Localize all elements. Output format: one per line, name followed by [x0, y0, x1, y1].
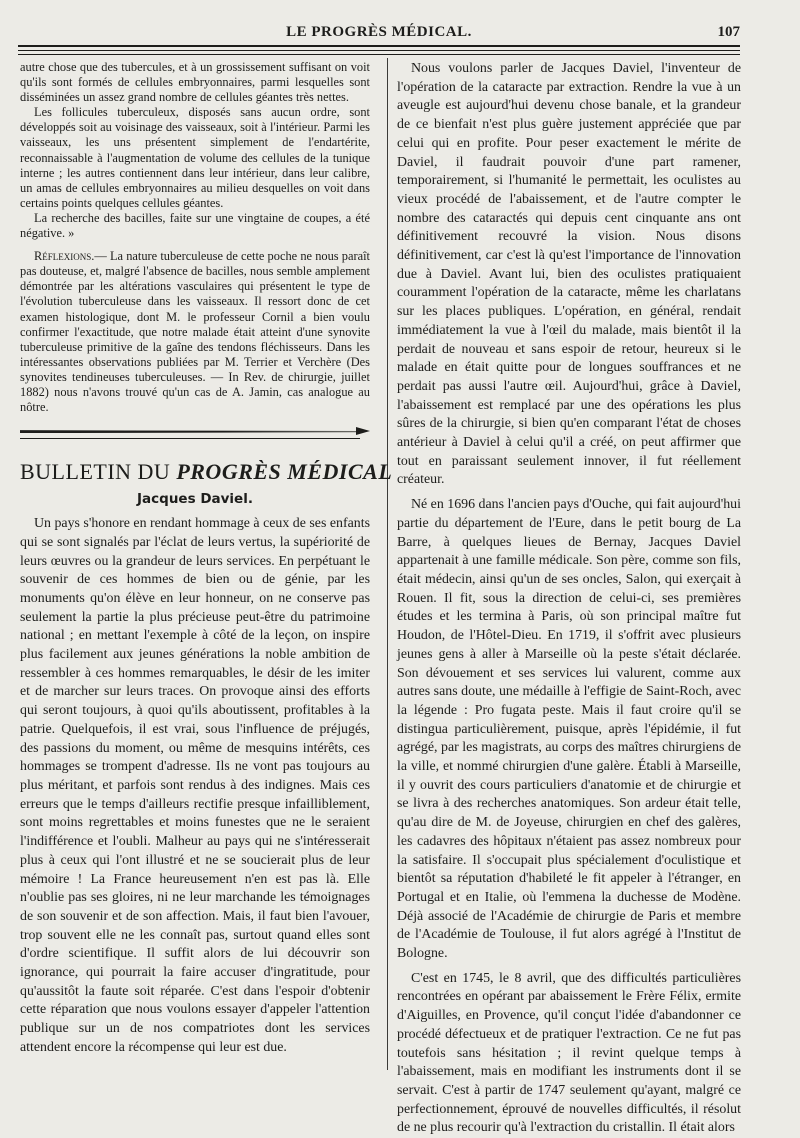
right-column: [397, 60, 741, 1138]
column-divider: [387, 58, 388, 1070]
journal-title: LE PROGRÈS MÉDICAL.: [286, 24, 472, 40]
reflexions-label: Réflexions.: [34, 249, 95, 264]
article-paragraph: Nous voulons parler de Jacques Daviel, l'inventeur de l'opération de la cataracte par extraction. Rendre la vue à un aveugle est aujourd'hui devenu chose banale, et la grandeur de ce bienfait n'est plus guère justement appréciée que par celui qui en profite. Pour peser exactement le mérite de Daviel, il faudrait pouvoir d'une part ramener, temporairement, si l'humanité le permettait, les oculistes au vieux procédé de l'abaissement, et de l'autre compter le nombre des cataractés qui depuis cent cinquante ans ont définitivement recouvré la vision. Nous disons définitivement, car c'est là qu'est l'importance de l'innovation due à Daviel. Avant lui, bien des oculistes pratiquaient couramment l'opération de la cataracte, même les charlatans sur les places publiques. L'opération, en général, rendait immédiatement la vue à l'œil du malade, mais bientôt il la perdait de nouveau et sans espoir de retour, heureux si le malade en était quitte pour de longues souffrances et ne perdait pas aussi l'autre œil. Aujourd'hui, grâce à Daviel, l'abaissement est remplacé par une des opérations les plus sûres de la chirurgie, si bien qu'en comparant l'état de choses antérieur à Daviel à celui qu'il a créé, on peut affirmer que tout en paraissant seulement innover, il fut réellement créateur.: [397, 61, 741, 488]
bulletin-emphasis: PROGRÈS MÉDICAL: [176, 459, 393, 485]
article-paragraph: Un pays s'honore en rendant hommage à ceux de ses enfants qui se sont signalés par l'éclat de leurs vertus, la supériorité de leurs œuvres ou la grandeur de leurs services. En perpétuant le souvenir de ces hommes de bien ou de génie, par les monuments qu'on élève en leur honneur, on ne conserve pas seulement la partie la plus précieuse peut-être du patrimoine national ; en mettant l'exemple à côté de la leçon, on inspire plus facilement aux jeunes générations la noble ambition de ressembler à ces hommes remarquables, le désir de les imiter et de marcher sur leurs traces. On provoque ainsi des efforts qui seront toujours, à quoi qu'ils aboutissent, profitables à la patrie. Quelquefois, il est vrai, sous l'influence de préjugés, des passions du moment, ou même de mesquins intérêts, ces hommages se trompent d'adresse. Ils ne vont pas toujours au plus méritant, et parfois sont rendus à des indignes. Mais ces erreurs que le temps d'ailleurs rectifie presque infailliblement, sont moins regrettables et moins funestes que ne le seraient l'indifférence et l'oubli. Malheur au pays qui ne s'intéresserait plus à ceux qui l'ont illustré et ne se soucierait plus de leur mémoire ! La France heureusement n'en est pas là. Elle n'oublie pas ses gloires, ni ne leur marchande les témoignages de son souvenir et de son affection. Mais, il faut bien l'avouer, trop souvent elle ne les connaît pas, surtout quand elles sont d'ordre scientifique. Il suffit alors de lui découvrir son ignorance, qui pourrait la faire accuser d'ingratitude, pour qu'aussitôt la faute soit réparée. C'est dans l'espoir d'obtenir cette réparation que nous voulons essayer d'appeler l'attention publique sur un de nos compatriotes dont les services attendent encore la récompense qui leur est due.: [20, 516, 370, 1055]
reflexions-paragraph: [20, 249, 370, 415]
page-header: [18, 22, 740, 44]
reflexions-text: — La nature tuberculeuse de cette poche ne nous paraît pas douteuse, et, malgré l'absence de bacilles, nous semble amplement démontrée par les altérations vasculaires qui présentent le type de l'évolution tuberculeuse dans les vaisseaux. Il ressort donc de cet examen histologique, dont M. le professeur Cornil a bien voulu confirmer l'exactitude, que notre malade était atteint d'une synovite tuberculeuse primitive de la gaîne des tendons fléchisseurs. Dans les intéressantes observations publiées par M. Terrier et Verchère (Des synovites tendineuses tuberculeuses. — In Rev. de chirurgie, juillet 1882) nous n'avons trouvé qu'un cas de A. Jamin, cas analogue au nôtre.: [20, 249, 370, 415]
section-separator-line: [20, 438, 360, 439]
article-paragraph: Né en 1696 dans l'ancien pays d'Ouche, qui fait aujourd'hui partie du département de l'Eure, dans le petit bourg de La Barre, à quelques lieues de Bernay, Jacques Daviel appartenait à une famille médicale. Son père, comme son fils, était médecin, ainsi qu'un de ses oncles, Salon, qui exerçait à Rouen. Il fit, sous la direction de celui-ci, ses premières études et les termina à Paris, où son principal maître fut Houdon, de l'Hôtel-Dieu. En 1719, il s'offrit avec plusieurs jeunes gens à aller à Marseille où la peste s'était déclarée. Son dévouement et ses services lui valurent, comme aux autres sans doute, une médaille à l'effigie de Saint-Roch, avec la légende : Pro fugata peste. Mais il faut croire qu'il se distingua particulièrement, puisque, après l'épidémie, il fut agrégé, par les magistrats, au corps des maîtres chirurgiens de la ville, et nommé chirurgien d'une galère. Établi à Marseille, il y ouvrit des cours particuliers d'anatomie et de chirurgie et se livra à des recherches anatomiques. Son ardeur était telle, qu'au dire de M. de Joyeuse, chirurgien en chef des galères, les cadavres des hôpitaux n'étaient pas assez nombreux pour la satisfaire. Il s'occupait plus spécialement d'oculistique et bientôt sa réputation d'habileté le fit appeler à l'étranger, en Portugal et en Italie, où l'emmena la duchesse de Modène. Déjà associé de l'Académie de chirurgie de Paris et membre de l'Académie de Toulouse, il fut alors agrégé à l'Institut de Bologne.: [397, 497, 741, 962]
left-column: [20, 60, 393, 1058]
article-paragraph: C'est en 1745, le 8 avril, que des difficultés particulières rencontrées en opérant par abaissement le Frère Félix, ermite d'Aiguilles, en Provence, qu'il conçut l'idée d'abandonner ce procédé défectueux et de pratiquer l'extraction. Ce ne fut pas toutefois sans hésitation ; il revint quelque temps à l'abaissement, mais en modifiant les instruments dont il se servait. C'est à partir de 1747 seulement qu'ayant, malgré ce perfectionnement, éprouvé de nouvelles difficultés, il résolut de ne plus recourir qu'à l'extraction du cristallin. Il était alors: [397, 970, 741, 1136]
bulletin-prefix: BULLETIN DU: [20, 459, 177, 485]
paragraph: Les follicules tuberculeux, disposés sans aucun ordre, sont développés soit au voisinage des vaisseaux, soit à l'intérieur. Parmi les vaisseaux, les uns présentent simplement de l'endartérite, reconnaissable à l'augmentation de volume des cellules de la tunique interne ; les autres contiennent dans leur intérieur, dans leur calibre, un amas de cellules embryonnaires au milieu desquelles on voit dans certains points quelques cellules géantes.: [20, 105, 370, 210]
header-rule-thin-2: [18, 54, 740, 55]
header-rule-thin: [18, 50, 740, 51]
bulletin-heading: [20, 459, 393, 485]
section-separator: [20, 427, 370, 435]
page-number: 107: [717, 24, 740, 40]
paragraph: La recherche des bacilles, faite sur une vingtaine de coupes, a été négative. »: [20, 210, 370, 241]
header-rule-thick: [18, 45, 740, 47]
paragraph: autre chose que des tubercules, et à un grossissement suffisant on voit qu'ils sont formés de cellules embryonnaires, parmi lesquelles sont disséminées un assez grand nombre de cellules géantes très nettes.: [20, 60, 370, 105]
article-title: Jacques Daviel.: [137, 491, 253, 508]
